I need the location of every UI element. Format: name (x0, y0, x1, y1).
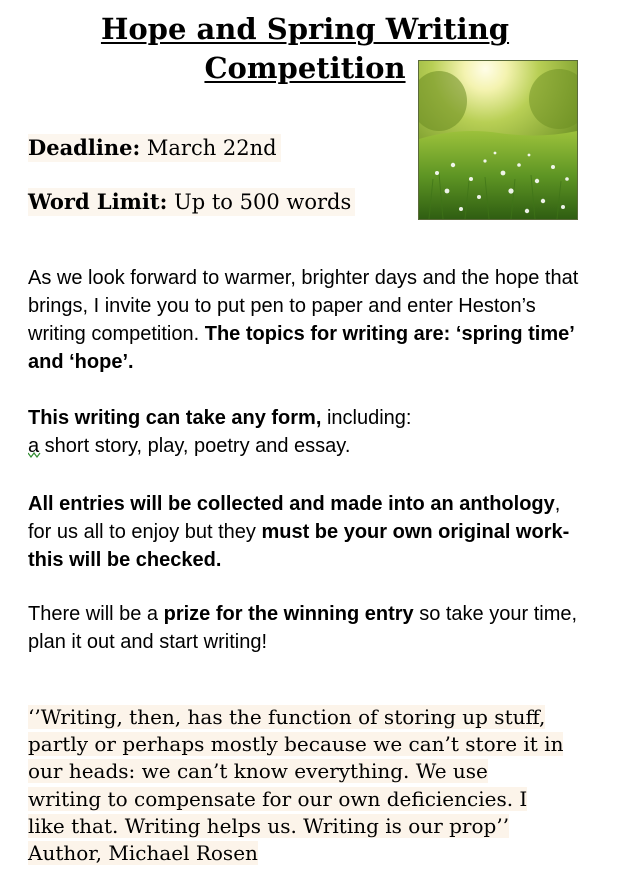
intro-text: As we look forward to warmer, brighter days and the hope that brings, I invite you to put pen to paper and enter Heston’s writing competition. (28, 267, 579, 345)
intro-topics: The topics for writing are: ‘spring time’ and ‘hope’. (28, 323, 574, 373)
word-limit-value: Up to 500 words (167, 190, 352, 214)
prize-text-1: There will be a (28, 603, 164, 625)
word-limit-label: Word Limit: (28, 189, 168, 214)
spring-meadow-image (418, 60, 578, 220)
title-line-1: Hope and Spring Writing (100, 12, 510, 46)
form-bold: This writing can take any form, (28, 407, 322, 429)
quote-line: writing to compensate for our own deficiencies. I (28, 786, 528, 811)
quote-line: ‘’Writing, then, has the function of storing up stuff, (28, 705, 546, 729)
deadline-line (28, 134, 281, 162)
form-text: including: (321, 407, 412, 429)
form-list: a short story, play, poetry and essay. (28, 435, 351, 457)
prize-bold: prize for the winning entry (163, 603, 414, 625)
quote-attribution: Author, Michael Rosen (28, 841, 258, 866)
quote-line: partly or perhaps mostly because we can’t store it in (28, 732, 564, 757)
entries-paragraph (28, 490, 588, 574)
deadline-label: Deadline: (28, 135, 141, 160)
quote-line: our heads: we can’t know everything. We use (28, 759, 488, 784)
entries-bold-1: All entries will be collected and made into an anthology (28, 493, 555, 515)
title-line-2: Competition (204, 51, 406, 85)
quote-block (28, 704, 588, 867)
word-limit-line (28, 188, 355, 216)
intro-paragraph (28, 264, 588, 376)
deadline-value: March 22nd (140, 136, 277, 160)
entries-text: , for us all to enjoy but they (28, 493, 561, 543)
prize-text-2: so take your time, plan it out and start writing! (28, 603, 578, 653)
form-paragraph (28, 404, 588, 460)
prize-paragraph (28, 600, 588, 656)
quote-line: like that. Writing helps us. Writing is our prop’’ (28, 813, 510, 838)
spellcheck-squiggle (28, 452, 42, 458)
entries-bold-2: must be your own original work- this will be checked. (28, 521, 570, 571)
